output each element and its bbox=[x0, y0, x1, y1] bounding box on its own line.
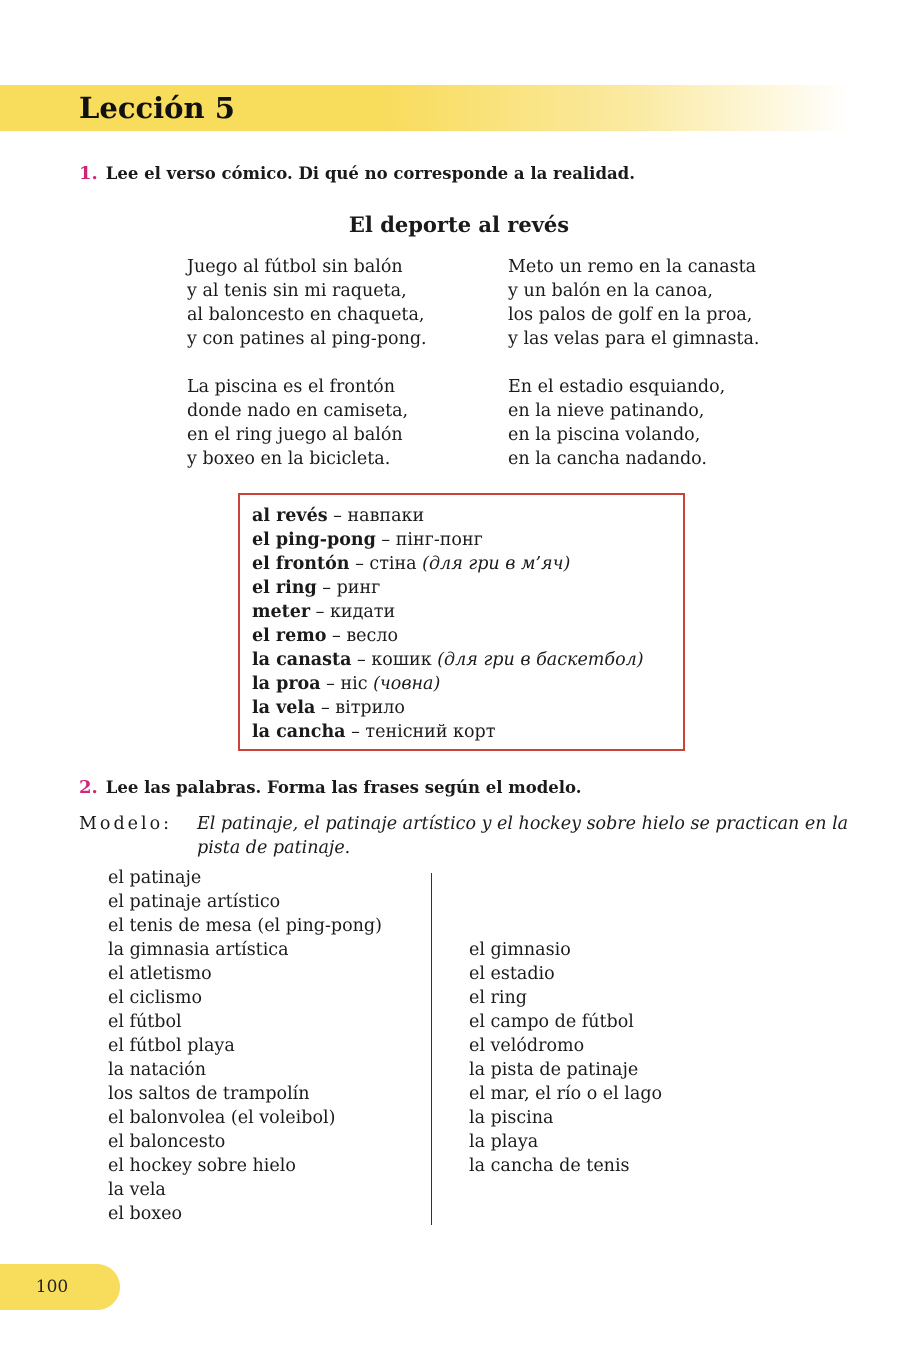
places-list bbox=[469, 938, 662, 1178]
vocab-note: (для гри в м’яч) bbox=[422, 554, 571, 574]
vocab-term: la proa bbox=[252, 674, 321, 694]
poem-line: en el ring juego al balón bbox=[187, 425, 403, 445]
column-divider bbox=[431, 873, 432, 1225]
poem-line: al baloncesto en chaqueta, bbox=[187, 305, 425, 325]
exercise-number: 2. bbox=[79, 777, 98, 798]
list-item: el hockey sobre hielo bbox=[108, 1156, 296, 1176]
vocab-dash: – bbox=[316, 578, 337, 598]
vocab-term: meter bbox=[252, 602, 311, 622]
vocab-entry bbox=[252, 648, 683, 672]
vocab-dash: – bbox=[326, 626, 347, 646]
vocab-term: el ring bbox=[252, 578, 317, 598]
list-item: el balonvolea (el voleibol) bbox=[108, 1108, 336, 1128]
exercise-text: Lee el verso cómico. Di qué no corresponde a la realidad. bbox=[105, 164, 635, 183]
lesson-title: Lección 5 bbox=[79, 91, 235, 125]
vocab-entry bbox=[252, 600, 683, 624]
poem-line: en la piscina volando, bbox=[508, 425, 701, 445]
model-label: Modelo: bbox=[79, 814, 173, 834]
sports-list bbox=[108, 866, 382, 1226]
poem-line: los palos de golf en la proa, bbox=[508, 305, 753, 325]
vocab-note: (для гри в баскетбол) bbox=[437, 650, 644, 670]
vocab-translation: навпаки bbox=[347, 506, 425, 526]
vocab-entry bbox=[252, 720, 683, 744]
exercise-2-instruction bbox=[79, 776, 582, 800]
vocab-translation: кошик bbox=[371, 650, 438, 670]
vocab-translation: ринг bbox=[336, 578, 381, 598]
list-item: la playa bbox=[469, 1132, 539, 1152]
list-item: la piscina bbox=[469, 1108, 554, 1128]
vocab-translation: вітрило bbox=[335, 698, 405, 718]
list-item: el velódromo bbox=[469, 1036, 585, 1056]
list-item: el mar, el río o el lago bbox=[469, 1084, 663, 1104]
list-item: el fútbol bbox=[108, 1012, 182, 1032]
list-item: el patinaje bbox=[108, 868, 202, 888]
vocab-term: la cancha bbox=[252, 722, 346, 742]
vocab-term: el frontón bbox=[252, 554, 350, 574]
poem-line: Juego al fútbol sin balón bbox=[187, 257, 403, 277]
vocab-entry bbox=[252, 552, 683, 576]
vocab-dash: – bbox=[320, 674, 341, 694]
vocab-dash: – bbox=[349, 554, 370, 574]
poem-line: En el estadio esquiando, bbox=[508, 377, 726, 397]
page-number: 100 bbox=[35, 1277, 69, 1297]
list-item: la vela bbox=[108, 1180, 166, 1200]
list-item: la pista de patinaje bbox=[469, 1060, 639, 1080]
vocab-translation: тенісний корт bbox=[365, 722, 496, 742]
model-sentence: El patinaje, el patinaje artístico y el hockey sobre hielo se practican en la pista de patinaje. bbox=[197, 814, 849, 858]
vocab-entry bbox=[252, 528, 683, 552]
exercise-1-instruction bbox=[79, 162, 635, 186]
list-item: el gimnasio bbox=[469, 940, 571, 960]
poem-line: en la nieve patinando, bbox=[508, 401, 705, 421]
exercise-text: Lee las palabras. Forma las frases según el modelo. bbox=[105, 778, 582, 797]
list-item: la natación bbox=[108, 1060, 206, 1080]
poem-stanza bbox=[187, 375, 408, 471]
vocab-translation: пінг-понг bbox=[395, 530, 483, 550]
poem-stanza bbox=[187, 255, 427, 351]
vocab-dash: – bbox=[310, 602, 330, 622]
poem-stanza bbox=[508, 255, 759, 351]
vocab-dash: – bbox=[345, 722, 366, 742]
poem-line: Meto un remo en la canasta bbox=[508, 257, 757, 277]
list-item: el campo de fútbol bbox=[469, 1012, 634, 1032]
poem-title: El deporte al revés bbox=[348, 212, 570, 237]
vocab-term: la canasta bbox=[252, 650, 352, 670]
list-item: el atletismo bbox=[108, 964, 212, 984]
list-item: el estadio bbox=[469, 964, 555, 984]
list-item: el ring bbox=[469, 988, 527, 1008]
exercise-number: 1. bbox=[79, 163, 98, 184]
list-item: los saltos de trampolín bbox=[108, 1084, 310, 1104]
list-item: el patinaje artístico bbox=[108, 892, 281, 912]
poem-line: y al tenis sin mi raqueta, bbox=[187, 281, 407, 301]
vocab-entry bbox=[252, 576, 683, 600]
vocab-entry bbox=[252, 504, 683, 528]
poem-line: y las velas para el gimnasta. bbox=[508, 329, 760, 349]
vocab-translation: кидати bbox=[329, 602, 396, 622]
list-item: la cancha de tenis bbox=[469, 1156, 630, 1176]
vocab-entry bbox=[252, 672, 683, 696]
poem-line: y boxeo en la bicicleta. bbox=[187, 449, 391, 469]
vocab-note: (човна) bbox=[373, 674, 441, 694]
list-item: la gimnasia artística bbox=[108, 940, 289, 960]
vocab-entry bbox=[252, 624, 683, 648]
list-item: el ciclismo bbox=[108, 988, 203, 1008]
vocab-dash: – bbox=[351, 650, 372, 670]
poem-line: donde nado en camiseta, bbox=[187, 401, 409, 421]
poem-line: en la cancha nadando. bbox=[508, 449, 707, 469]
vocab-entry bbox=[252, 696, 683, 720]
vocab-term: al revés bbox=[252, 506, 328, 526]
vocab-translation: весло bbox=[346, 626, 398, 646]
vocab-term: el remo bbox=[252, 626, 327, 646]
list-item: el boxeo bbox=[108, 1204, 183, 1224]
poem-line: y con patines al ping-pong. bbox=[187, 329, 427, 349]
vocab-dash: – bbox=[375, 530, 396, 550]
vocab-dash: – bbox=[315, 698, 336, 718]
vocab-dash: – bbox=[327, 506, 348, 526]
poem-line: La piscina es el frontón bbox=[187, 377, 395, 397]
list-item: el fútbol playa bbox=[108, 1036, 235, 1056]
vocab-term: el ping-pong bbox=[252, 530, 376, 550]
vocab-term: la vela bbox=[252, 698, 316, 718]
vocabulary-box bbox=[238, 493, 685, 751]
list-item: el baloncesto bbox=[108, 1132, 226, 1152]
poem-stanza bbox=[508, 375, 725, 471]
poem-line: y un balón en la canoa, bbox=[508, 281, 713, 301]
vocab-translation: стіна bbox=[369, 554, 423, 574]
list-item: el tenis de mesa (el ping-pong) bbox=[108, 916, 382, 936]
vocab-translation: ніс bbox=[340, 674, 374, 694]
